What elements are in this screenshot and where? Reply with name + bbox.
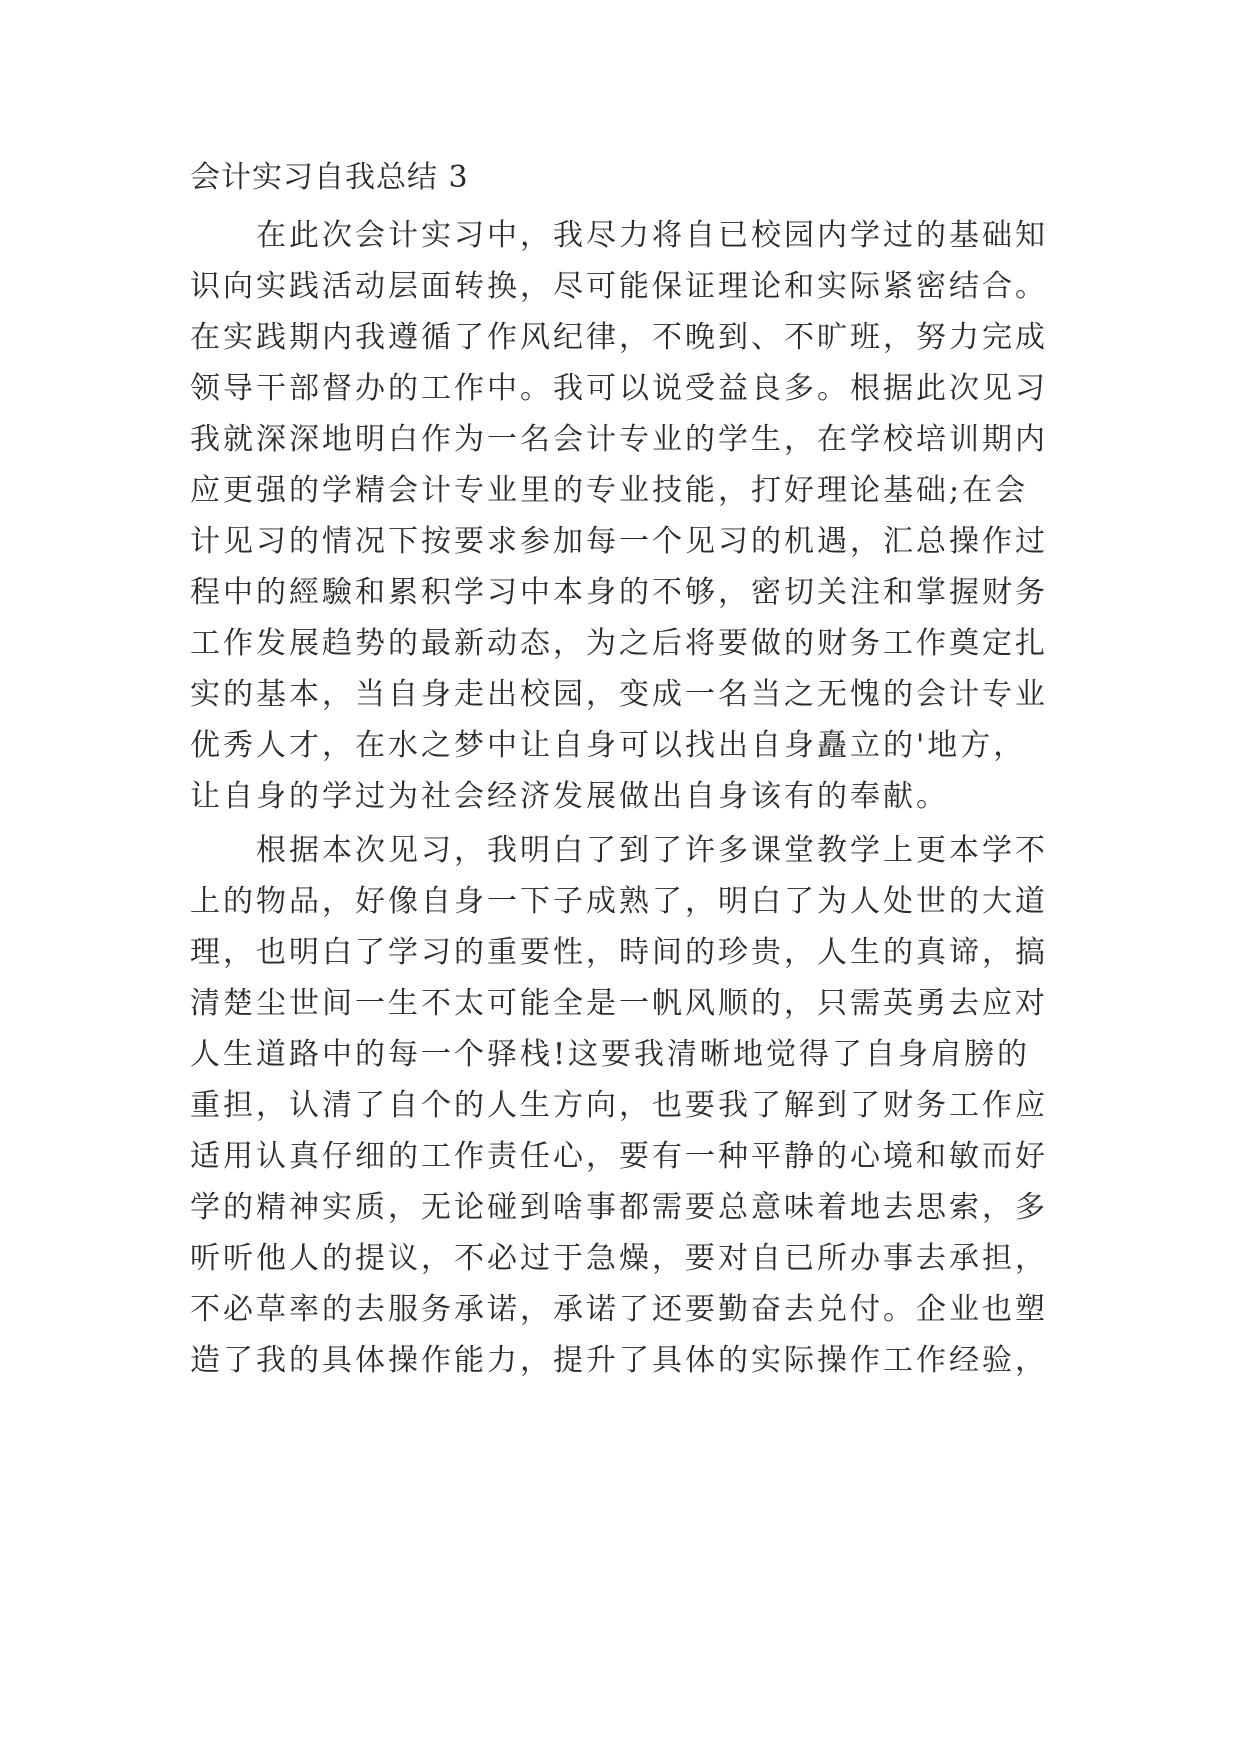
- paragraph-1-line: 让自身的学过为社会经济发展做出自身该有的奉献。: [190, 779, 949, 814]
- paragraph-1-line: 识向实践活动层面转换，尽可能保证理论和实际紧密结合。: [190, 269, 1048, 304]
- paragraph-2-line: 上的物品，好像自身一下子成熟了，明白了为人处世的大道: [190, 884, 1048, 919]
- paragraph-1-line: 计见习的情况下按要求参加每一个见习的机遇，汇总操作过: [190, 524, 1048, 559]
- paragraph-1-line: 领导干部督办的工作中。我可以说受益良多。根据此次见习: [190, 371, 1048, 406]
- paragraph-1-line: 实的基本，当自身走出校园，变成一名当之无愧的会计专业: [190, 677, 1048, 712]
- paragraph-2-line: 不必草率的去服务承诺，承诺了还要勤奋去兑付。企业也塑: [190, 1292, 1048, 1327]
- paragraph-1-line: 优秀人才，在水之梦中让自身可以找出自身矗立的'地方，: [190, 728, 1027, 763]
- paragraph-2-line: 清楚尘世间一生不太可能全是一帆风顺的，只需英勇去应对: [190, 986, 1048, 1021]
- paragraph-2-line: 理，也明白了学习的重要性，時间的珍贵，人生的真谛，搞: [190, 935, 1048, 970]
- paragraph-1-line: 应更强的学精会计专业里的专业技能，打好理论基础;在会: [190, 473, 1029, 508]
- paragraph-2-line: 重担，认清了自个的人生方向，也要我了解到了财务工作应: [190, 1088, 1048, 1123]
- paragraph-1-line: 工作发展趋势的最新动态，为之后将要做的财务工作奠定扎: [190, 626, 1048, 661]
- paragraph-2-line: 人生道路中的每一个驿栈!这要我清晰地觉得了自身肩膀的: [190, 1037, 1031, 1072]
- paragraph-2-line: 造了我的具体操作能力，提升了具体的实际操作工作经验，: [190, 1343, 1048, 1378]
- paragraph-2-line: 听听他人的提议，不必过于急燥，要对自已所办事去承担，: [190, 1241, 1048, 1276]
- paragraph-1-line: 程中的經驗和累积学习中本身的不够，密切关注和掌握财务: [190, 575, 1048, 610]
- paragraph-1-line: 我就深深地明白作为一名会计专业的学生，在学校培训期内: [190, 422, 1048, 457]
- paragraph-2-line: 适用认真仔细的工作责任心，要有一种平静的心境和敏而好: [190, 1139, 1048, 1174]
- document-title: 会计实习自我总结 3: [190, 160, 469, 195]
- paragraph-1-line: 在此次会计实习中，我尽力将自已校园内学过的基础知: [256, 218, 1048, 253]
- paragraph-2-line: 根据本次见习，我明白了到了许多课堂教学上更本学不: [256, 833, 1048, 868]
- paragraph-2-line: 学的精神实质，无论碰到啥事都需要总意味着地去思索，多: [190, 1190, 1048, 1225]
- paragraph-1-line: 在实践期内我遵循了作风纪律，不晚到、不旷班，努力完成: [190, 320, 1048, 355]
